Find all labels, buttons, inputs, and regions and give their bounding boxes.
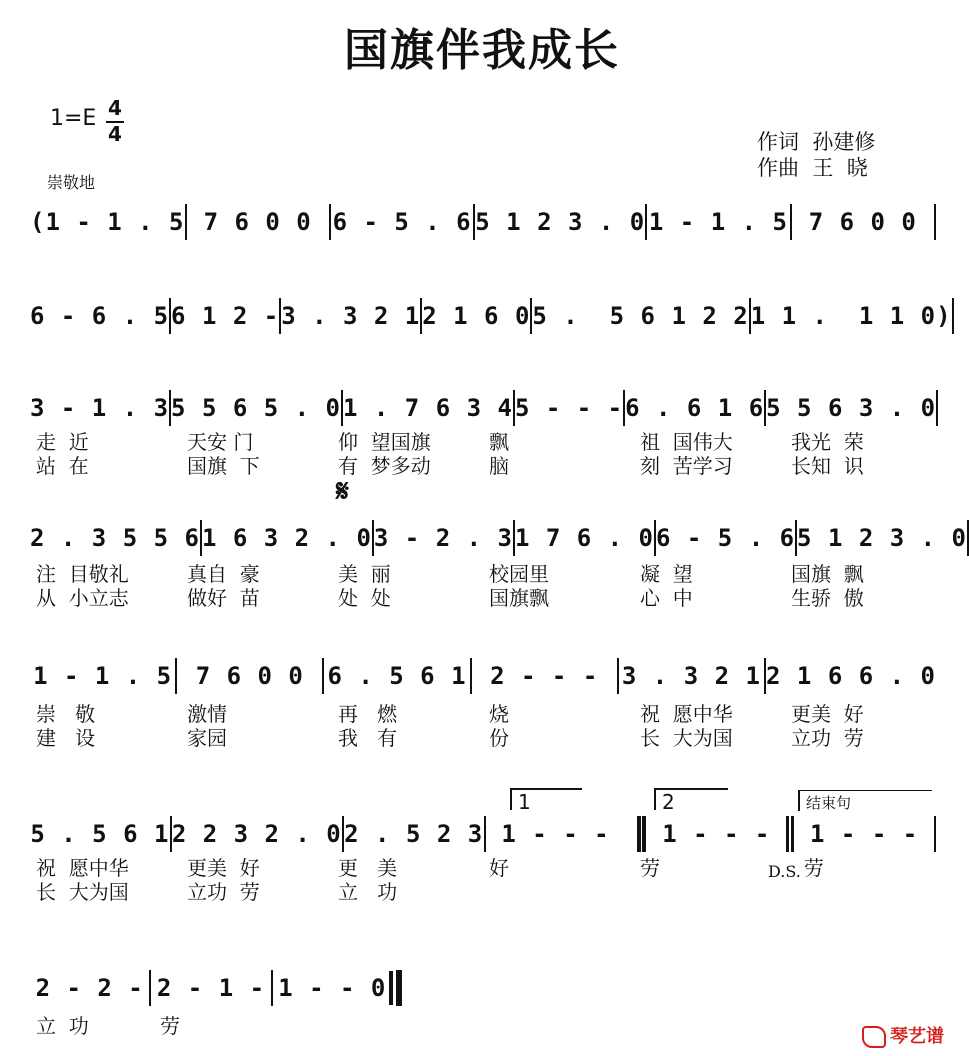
score-row-2	[30, 296, 952, 336]
measure: 1 - 1 . 5	[33, 662, 173, 690]
measure: 6 - 6 . 5	[30, 302, 170, 330]
measure: 7 6 0 0	[808, 208, 917, 236]
lyric: 国旗 下	[187, 454, 260, 478]
lyric: 立功 劳	[187, 880, 260, 904]
lyrics-verse-1	[30, 702, 936, 726]
score-row-4	[30, 518, 967, 610]
lyric: 飘	[489, 430, 509, 454]
lyric: 长知 识	[791, 454, 864, 478]
lyric: 美 丽	[338, 562, 391, 586]
composer-credit: 作曲 王 晓	[757, 156, 868, 180]
lyric: 脑	[489, 454, 509, 478]
measure: 5 5 6 5 . 0	[171, 394, 341, 422]
measure: 6 . 6 1 6	[625, 394, 765, 422]
measure: 1 - - -	[662, 820, 771, 848]
measure: 5 5 6 3 . 0	[766, 394, 937, 422]
lyric	[278, 1014, 402, 1038]
lyric: 心 中	[640, 586, 693, 610]
lyrics-verse-1	[30, 562, 936, 586]
lyric: 再 燃	[338, 702, 398, 726]
measure: 1 7 6 . 0	[514, 524, 654, 552]
lyric: 长 大为国	[640, 726, 733, 750]
lyric: 立 功	[338, 880, 398, 904]
measure: 1 - - -	[810, 820, 919, 848]
lyric: 长 大为国	[36, 880, 129, 904]
score-row-3	[30, 388, 936, 478]
double-barline	[786, 816, 789, 852]
lyric: 站 在	[36, 454, 89, 478]
measure: 1 - - -	[501, 820, 610, 848]
lyric: 凝 望	[640, 562, 693, 586]
measure: 1 - - 0	[278, 974, 387, 1002]
lyric: 立 功	[36, 1014, 89, 1038]
lyric: 建 设	[36, 726, 96, 750]
lyric	[634, 880, 785, 904]
measure: 3 . 3 2 1	[281, 302, 421, 330]
lyric: 真自 豪	[187, 562, 260, 586]
lyric: 走 近	[36, 430, 89, 454]
measure: 5 - - -	[514, 394, 624, 422]
measure: 3 - 2 . 3	[373, 524, 513, 552]
lyric: 处 处	[338, 586, 391, 610]
lyric: 崇 敬	[36, 702, 96, 726]
measure: 6 - 5 . 6	[656, 524, 796, 552]
measure: 2 1 6 6 . 0	[766, 662, 936, 690]
lyrics-verse-2	[30, 726, 936, 750]
measure: 1 - 1 . 5	[648, 208, 788, 236]
measure: 7 6 0 0	[203, 208, 312, 236]
lyric: 立功 劳	[791, 726, 864, 750]
measure: 1 6 3 2 . 0	[201, 524, 372, 552]
lyric: 劳	[640, 856, 660, 880]
score-row-5	[30, 656, 936, 750]
measure: 1 . 7 6 3 4	[343, 394, 513, 422]
lyric	[785, 880, 936, 904]
final-barline	[396, 970, 402, 1006]
lyric: 生骄 傲	[791, 586, 864, 610]
lyrics-verse-2	[30, 454, 936, 478]
lyric: 更美 好	[791, 702, 864, 726]
measure: 5 1 2 3 . 0	[797, 524, 967, 552]
measure: 2 - 1 -	[156, 974, 266, 1002]
measure: (1 - 1 . 5	[30, 208, 185, 236]
lyric: 劳	[160, 1014, 180, 1038]
lyrics-verse-2	[30, 880, 936, 904]
dal-segno-marker: D.S.	[768, 862, 801, 881]
lyric: 国旗 飘	[791, 562, 864, 586]
measure: 2 2 3 2 . 0	[171, 820, 342, 848]
measure: 2 - 2 -	[35, 974, 144, 1002]
score-row-1	[30, 202, 936, 242]
lyrics-verse-1	[30, 1014, 402, 1038]
lyric: 烧	[489, 702, 509, 726]
measure: 6 . 5 6 1	[327, 662, 467, 690]
lyric: 好	[489, 856, 509, 880]
measure: 3 . 3 2 1	[621, 662, 761, 690]
lyric: 天安 门	[187, 430, 254, 454]
score-row-7	[30, 968, 402, 1038]
measure: 5 1 2 3 . 0	[475, 208, 646, 236]
lyric: 校园里	[489, 562, 549, 586]
lyric: 祝 愿中华	[36, 856, 129, 880]
measure: 6 1 2 -	[171, 302, 280, 330]
barline	[934, 816, 936, 852]
time-signature-top: 4	[108, 96, 122, 120]
lyricist-credit: 作词 孙建修	[757, 130, 876, 154]
lyric: 我 有	[338, 726, 398, 750]
measure: 2 - - -	[490, 662, 599, 690]
lyric: 更美 好	[187, 856, 260, 880]
lyric: 刻 苦学习	[640, 454, 733, 478]
measure: 5 . 5 6 1	[30, 820, 170, 848]
brand-logo-icon	[862, 1026, 886, 1048]
lyric: 国旗飘	[489, 586, 549, 610]
measure: 1 1 . 1 1 0)	[750, 302, 952, 330]
segno-icon: 𝄋	[336, 474, 349, 509]
measure: 3 - 1 . 3	[30, 394, 170, 422]
lyric: 更 美	[338, 856, 398, 880]
first-ending-bracket: 1	[510, 788, 582, 810]
measure: 6 - 5 . 6	[332, 208, 472, 236]
tempo-marking: 崇敬地	[47, 173, 96, 192]
lyric: 从 小立志	[36, 586, 129, 610]
lyric: 家园	[187, 726, 227, 750]
watermark-text: 琴艺谱	[890, 1026, 944, 1047]
lyric: 劳	[791, 856, 824, 880]
lyric: 我光 荣	[791, 430, 864, 454]
barline	[934, 204, 936, 240]
repeat-barline	[637, 816, 641, 852]
time-signature-bottom: 4	[108, 122, 122, 146]
lyric: 注 目敬礼	[36, 562, 129, 586]
measure: 2 . 3 5 5 6	[30, 524, 200, 552]
watermark	[862, 1022, 944, 1048]
barline	[936, 390, 938, 426]
lyric: 祖 国伟大	[640, 430, 733, 454]
ending-phrase-bracket: 结束句	[798, 790, 932, 811]
lyrics-verse-2	[30, 586, 936, 610]
measure: 7 6 0 0	[195, 662, 304, 690]
lyric: 激情	[187, 702, 227, 726]
lyric: 有 梦多动	[338, 454, 431, 478]
second-ending-bracket: 2	[654, 788, 728, 810]
song-title: 国旗伴我成长	[344, 25, 620, 76]
lyric	[483, 880, 634, 904]
key-signature: 1=E	[50, 106, 97, 131]
lyrics-verse-1	[30, 430, 936, 454]
measure: 5 . 5 6 1 2 2	[532, 302, 749, 330]
measure: 2 1 6 0	[422, 302, 531, 330]
score-row-6	[30, 814, 936, 904]
lyric: 做好 苗	[187, 586, 260, 610]
lyric: 仰 望国旗	[338, 430, 431, 454]
barline	[952, 298, 954, 334]
lyric: 祝 愿中华	[640, 702, 733, 726]
measure: 2 . 5 2 3	[344, 820, 484, 848]
lyric: 份	[489, 726, 509, 750]
